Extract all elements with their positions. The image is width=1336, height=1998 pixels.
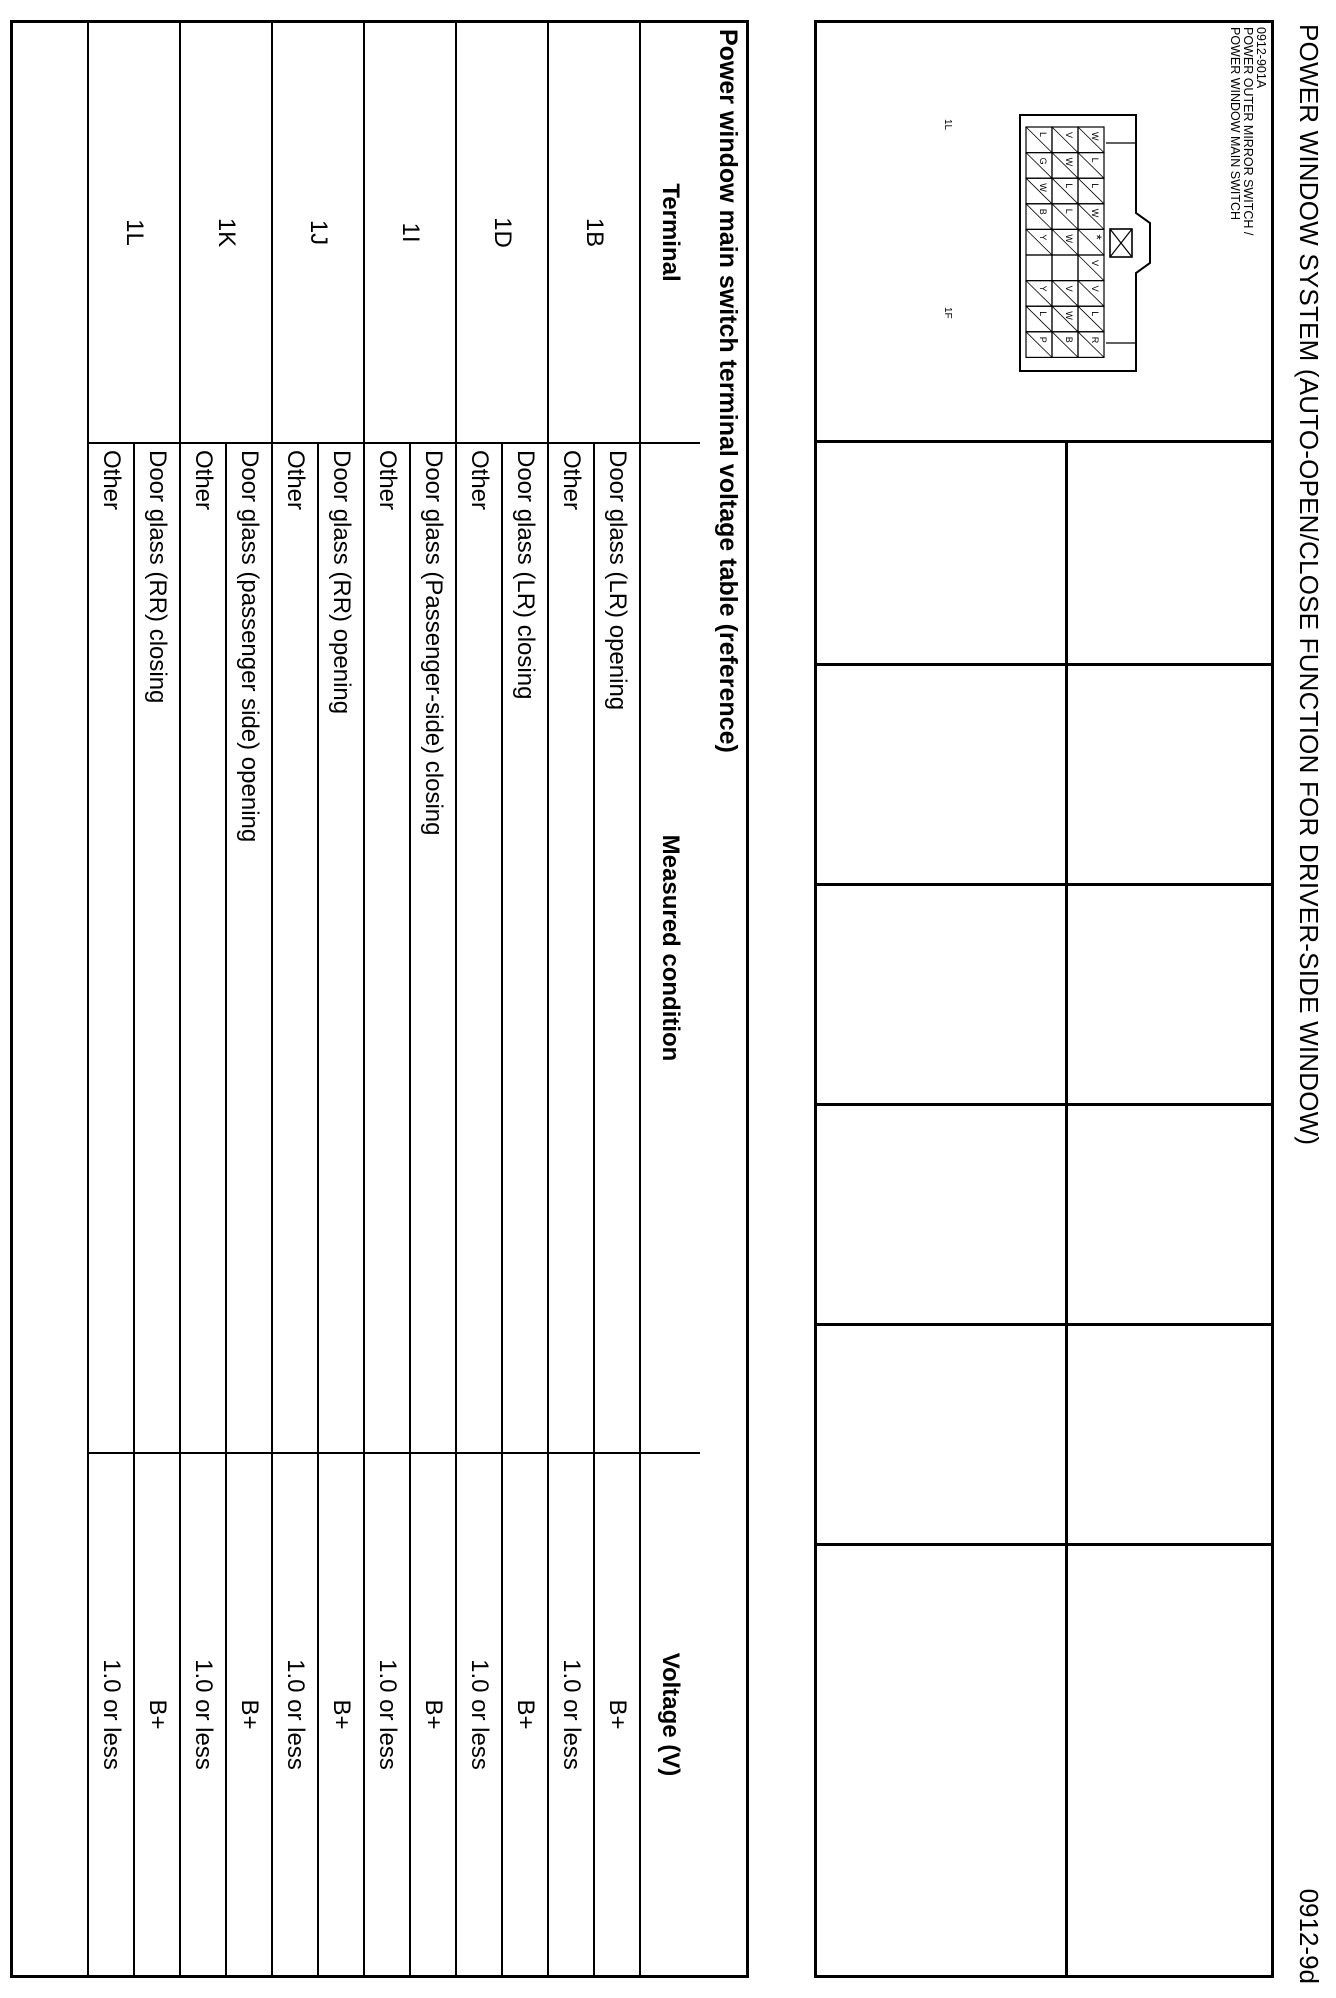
wire-color-label: W	[1064, 311, 1074, 320]
condition-text: Other	[457, 444, 503, 1452]
condition-text: Other	[273, 444, 319, 1452]
voltage-table-box	[10, 20, 749, 1978]
condition-text: Other	[181, 444, 227, 1452]
wire-color-label: V	[1064, 285, 1074, 292]
pin-hatch	[1026, 229, 1052, 255]
voltage-value: 1.0 or less	[549, 1454, 595, 1975]
wire-color-label: L	[1090, 183, 1100, 189]
condition-text: Other	[549, 444, 595, 1452]
pin-hatch	[1026, 153, 1052, 179]
pin-hatch	[1026, 306, 1052, 332]
part-name-line-2: POWER WINDOW MAIN SWITCH	[1228, 27, 1242, 221]
grid-divider	[817, 663, 1271, 666]
voltage-value: B+	[144, 1699, 171, 1730]
voltage-cell	[456, 1453, 548, 1975]
voltage-value: 1.0 or less	[181, 1454, 227, 1975]
grid-divider	[817, 1543, 1271, 1546]
voltage-cell	[364, 1453, 456, 1975]
wire-color-label: Y	[1038, 285, 1048, 292]
condition-text: Door glass (RR) closing	[144, 450, 171, 704]
header-terminal: Terminal	[640, 23, 700, 443]
voltage-table	[87, 23, 700, 1975]
condition-cell	[364, 443, 456, 1453]
condition-text: Door glass (LR) opening	[604, 450, 631, 711]
voltage-value: B+	[420, 1699, 447, 1730]
wire-color-label: W	[1038, 183, 1048, 192]
table-row	[88, 23, 180, 1975]
connector-pin-grid	[1026, 127, 1105, 357]
wire-color-label: B	[1064, 336, 1074, 343]
pin-hatch	[1078, 178, 1104, 204]
voltage-cell	[548, 1453, 640, 1975]
document-id: 0912-9d	[1294, 1888, 1324, 1984]
wire-color-label: B	[1038, 208, 1048, 215]
wire-color-label: Y	[1038, 234, 1048, 241]
voltage-value: 1.0 or less	[273, 1454, 319, 1975]
condition-text: Door glass (Passenger-side) closing	[420, 450, 447, 836]
voltage-value: 1.0 or less	[457, 1454, 503, 1975]
terminal-cell: 1D	[456, 23, 548, 443]
part-name-line-1: POWER OUTER MIRROR SWITCH /	[1241, 27, 1255, 236]
table-row	[180, 23, 272, 1975]
voltage-value: B+	[604, 1699, 631, 1730]
pin-hatch	[1052, 127, 1078, 153]
wire-color-label: L	[1038, 132, 1048, 138]
wire-color-label: V	[1064, 132, 1074, 139]
wire-color-label: W	[1090, 208, 1100, 218]
pin-hatch	[1026, 127, 1052, 153]
pin-label-1F: 1F	[942, 307, 953, 319]
wire-color-label: L	[1090, 157, 1100, 163]
table-title: Power window main switch terminal voltage table (reference)	[714, 29, 742, 753]
pin-hatch	[1052, 281, 1078, 307]
wire-color-label: L	[1090, 311, 1100, 317]
pin-hatch	[1078, 153, 1104, 179]
header-voltage: Voltage (V)	[640, 1453, 700, 1975]
pin-hatch	[1078, 306, 1104, 332]
document-title: POWER WINDOW SYSTEM (AUTO-OPEN/CLOSE FUNCTION FOR DRIVER-SIDE WINDOW)	[1294, 24, 1324, 1146]
voltage-cell	[272, 1453, 364, 1975]
pin-hatch	[1026, 332, 1052, 358]
pin-hatch	[1026, 281, 1052, 307]
condition-cell	[180, 443, 272, 1453]
wire-color-label: L	[1064, 183, 1074, 189]
pin-hatch	[1078, 229, 1104, 255]
condition-text: Door glass (passenger side) opening	[236, 450, 263, 843]
table-row	[456, 23, 548, 1975]
pin-hatch	[1078, 332, 1104, 358]
voltage-cell	[180, 1453, 272, 1975]
table-row	[548, 23, 640, 1975]
header-condition: Measured condition	[640, 443, 700, 1453]
grid-divider	[817, 883, 1271, 886]
pin-hatch	[1026, 204, 1052, 230]
condition-text: Other	[89, 444, 135, 1452]
wire-color-label: V	[1090, 260, 1100, 267]
voltage-value: B+	[328, 1699, 355, 1730]
terminal-cell: 1J	[272, 23, 364, 443]
connector-cell	[817, 23, 1271, 443]
wire-color-label: L	[1038, 311, 1048, 317]
wire-color-label: *	[1089, 234, 1105, 240]
wire-color-label: W	[1090, 132, 1100, 141]
terminal-cell: 1L	[88, 23, 180, 443]
pin-cavity	[1026, 255, 1052, 281]
pin-hatch	[1052, 204, 1078, 230]
condition-text: Other	[365, 444, 411, 1452]
terminal-cell: 1K	[180, 23, 272, 443]
voltage-value: 1.0 or less	[89, 1454, 135, 1975]
table-header-row	[640, 23, 700, 1975]
table-row	[272, 23, 364, 1975]
condition-cell	[456, 443, 548, 1453]
grid-divider	[817, 1103, 1271, 1106]
wire-color-label: V	[1090, 285, 1100, 292]
wire-color-label: L	[1064, 208, 1074, 214]
voltage-cell	[88, 1453, 180, 1975]
voltage-value: 1.0 or less	[365, 1454, 411, 1975]
wire-color-label: P	[1038, 336, 1048, 343]
pin-hatch	[1052, 178, 1078, 204]
wire-color-label: G	[1038, 157, 1048, 165]
wire-color-label: W	[1064, 157, 1074, 167]
pin-cavity	[1052, 255, 1078, 281]
pin-hatch	[1078, 281, 1104, 307]
part-code: 0912-901A	[1254, 27, 1268, 89]
pin-label-1L: 1L	[942, 119, 953, 131]
connector-diagram-box	[814, 20, 1274, 1978]
condition-cell	[88, 443, 180, 1453]
wire-color-label: W	[1064, 234, 1074, 243]
condition-text: Door glass (RR) opening	[328, 450, 355, 715]
pin-hatch	[1078, 255, 1104, 281]
grid-divider	[817, 1323, 1271, 1326]
condition-text: Door glass (LR) closing	[512, 450, 539, 700]
wire-color-label: R	[1090, 336, 1100, 344]
table-row	[364, 23, 456, 1975]
condition-cell	[272, 443, 364, 1453]
pin-hatch	[1052, 332, 1078, 358]
part-label	[1228, 27, 1267, 235]
terminal-cell: 1I	[364, 23, 456, 443]
connector-face-diagram	[956, 113, 1156, 373]
grid-divider-horizontal	[1065, 443, 1068, 1975]
terminal-cell: 1B	[548, 23, 640, 443]
condition-cell	[548, 443, 640, 1453]
voltage-value: B+	[512, 1699, 539, 1730]
voltage-value: B+	[236, 1699, 263, 1730]
